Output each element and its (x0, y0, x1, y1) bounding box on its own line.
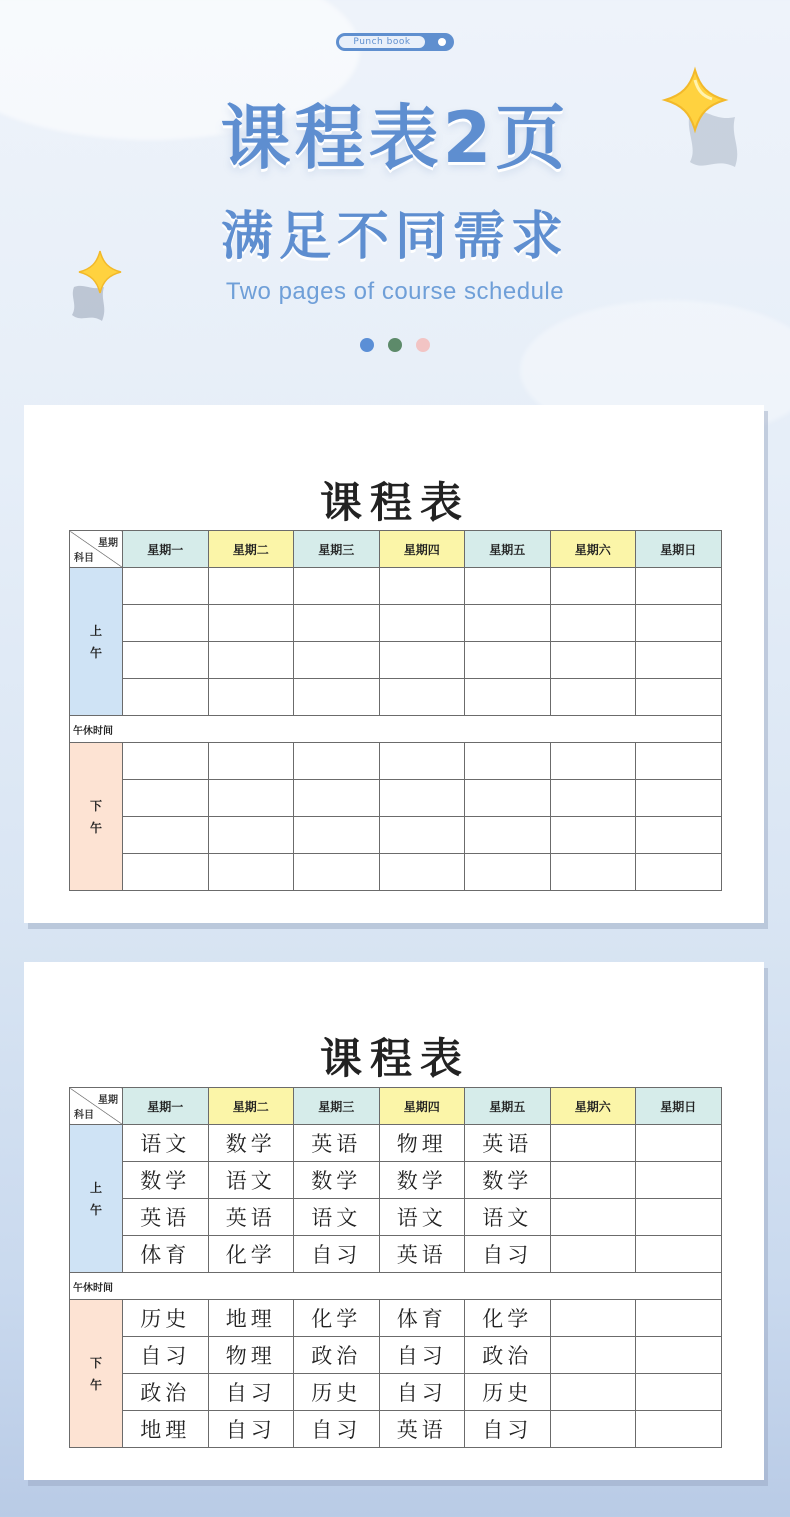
class-cell[interactable] (550, 605, 636, 642)
class-cell[interactable] (465, 854, 551, 891)
corner-cell (70, 1088, 123, 1125)
class-cell[interactable] (465, 679, 551, 716)
day-header: 星期四 (379, 531, 465, 568)
class-cell[interactable] (379, 605, 465, 642)
class-cell[interactable] (465, 743, 551, 780)
class-cell[interactable] (636, 1337, 722, 1374)
class-cell[interactable] (550, 1236, 636, 1273)
subtitle: 满足不同需求 (220, 207, 569, 267)
class-cell[interactable]: 政治 (294, 1337, 380, 1374)
filled-schedule-table (69, 1087, 722, 1448)
class-cell[interactable] (550, 1199, 636, 1236)
class-cell[interactable] (208, 642, 294, 679)
class-cell[interactable] (550, 1162, 636, 1199)
class-cell[interactable] (123, 854, 209, 891)
class-cell[interactable] (379, 780, 465, 817)
afternoon-period-cell: 下 午 (70, 743, 123, 891)
class-cell[interactable] (208, 605, 294, 642)
corner-week-label: 星期 (98, 1095, 118, 1106)
corner-week-label: 星期 (98, 538, 118, 549)
class-cell[interactable]: 自习 (379, 1374, 465, 1411)
class-cell[interactable] (636, 642, 722, 679)
day-header: 星期一 (123, 1088, 209, 1125)
day-header: 星期日 (636, 1088, 722, 1125)
class-cell[interactable] (636, 1411, 722, 1448)
class-cell[interactable]: 地理 (123, 1411, 209, 1448)
class-cell[interactable] (550, 568, 636, 605)
punch-book-badge (336, 33, 454, 51)
schedule-title: 课程表 (319, 478, 470, 527)
day-header: 星期五 (465, 531, 551, 568)
class-cell[interactable] (465, 605, 551, 642)
class-cell[interactable] (379, 743, 465, 780)
class-cell[interactable] (123, 679, 209, 716)
lunch-break-row: 午休时间 (70, 716, 722, 743)
class-cell[interactable]: 物理 (208, 1337, 294, 1374)
class-cell[interactable] (636, 568, 722, 605)
day-header: 星期六 (550, 1088, 636, 1125)
class-cell[interactable]: 英语 (379, 1236, 465, 1273)
class-cell[interactable] (208, 568, 294, 605)
class-cell[interactable]: 物理 (379, 1125, 465, 1162)
blank-schedule-table (69, 530, 722, 891)
day-header: 星期三 (294, 1088, 380, 1125)
class-cell[interactable] (379, 679, 465, 716)
class-cell[interactable] (208, 743, 294, 780)
class-cell[interactable] (465, 568, 551, 605)
class-cell[interactable]: 英语 (379, 1411, 465, 1448)
class-cell[interactable]: 自习 (465, 1411, 551, 1448)
class-cell[interactable]: 英语 (208, 1199, 294, 1236)
class-cell[interactable]: 数学 (379, 1162, 465, 1199)
class-cell[interactable] (379, 817, 465, 854)
class-cell[interactable]: 数学 (294, 1162, 380, 1199)
class-cell[interactable] (550, 1411, 636, 1448)
class-cell[interactable] (550, 743, 636, 780)
day-header: 星期五 (465, 1088, 551, 1125)
punch-book-label: Punch book (339, 36, 425, 48)
class-cell[interactable] (550, 1337, 636, 1374)
class-cell[interactable]: 自习 (294, 1236, 380, 1273)
class-cell[interactable]: 语文 (123, 1125, 209, 1162)
class-cell[interactable]: 数学 (123, 1162, 209, 1199)
class-cell[interactable] (123, 605, 209, 642)
afternoon-period-cell: 下 午 (70, 1300, 123, 1448)
class-cell[interactable] (550, 679, 636, 716)
class-cell[interactable]: 自习 (379, 1337, 465, 1374)
dot-pink (416, 338, 430, 352)
class-cell[interactable] (294, 605, 380, 642)
class-cell[interactable]: 英语 (465, 1125, 551, 1162)
day-header: 星期一 (123, 531, 209, 568)
class-cell[interactable] (208, 780, 294, 817)
class-cell[interactable] (636, 1162, 722, 1199)
class-cell[interactable]: 历史 (465, 1374, 551, 1411)
class-cell[interactable] (465, 642, 551, 679)
class-cell[interactable]: 语文 (294, 1199, 380, 1236)
class-cell[interactable] (636, 854, 722, 891)
corner-subject-label: 科目 (74, 553, 94, 564)
class-cell[interactable] (550, 642, 636, 679)
class-cell[interactable]: 历史 (294, 1374, 380, 1411)
class-cell[interactable] (636, 1125, 722, 1162)
class-cell[interactable] (208, 854, 294, 891)
class-cell[interactable] (123, 817, 209, 854)
class-cell[interactable] (208, 817, 294, 854)
day-header: 星期三 (294, 531, 380, 568)
day-header: 星期六 (550, 531, 636, 568)
class-cell[interactable]: 自习 (123, 1337, 209, 1374)
class-cell[interactable]: 化学 (294, 1300, 380, 1337)
class-cell[interactable] (379, 568, 465, 605)
class-cell[interactable] (294, 679, 380, 716)
day-header: 星期四 (379, 1088, 465, 1125)
class-cell[interactable] (636, 605, 722, 642)
class-cell[interactable] (379, 854, 465, 891)
class-cell[interactable]: 政治 (465, 1337, 551, 1374)
day-header: 星期二 (208, 1088, 294, 1125)
class-cell[interactable]: 体育 (379, 1300, 465, 1337)
class-cell[interactable]: 化学 (465, 1300, 551, 1337)
class-cell[interactable] (123, 568, 209, 605)
class-cell[interactable] (550, 817, 636, 854)
class-cell[interactable] (636, 1300, 722, 1337)
dot-green (388, 338, 402, 352)
class-cell[interactable] (294, 642, 380, 679)
class-cell[interactable] (123, 743, 209, 780)
class-cell[interactable] (636, 1199, 722, 1236)
class-cell[interactable] (123, 780, 209, 817)
day-header: 星期二 (208, 531, 294, 568)
class-cell[interactable] (550, 1125, 636, 1162)
class-cell[interactable] (636, 743, 722, 780)
class-cell[interactable]: 政治 (123, 1374, 209, 1411)
class-cell[interactable] (636, 1236, 722, 1273)
corner-subject-label: 科目 (74, 1110, 94, 1121)
class-cell[interactable] (294, 780, 380, 817)
badge-dot (438, 38, 446, 46)
class-cell[interactable] (465, 817, 551, 854)
lunch-break-row: 午休时间 (70, 1273, 722, 1300)
color-dots (360, 338, 430, 352)
class-cell[interactable]: 化学 (208, 1236, 294, 1273)
english-subtitle: Two pages of course schedule (225, 278, 565, 305)
class-cell[interactable]: 语文 (379, 1199, 465, 1236)
morning-period-cell: 上 午 (70, 568, 123, 716)
main-title: 课程表2页 (220, 97, 570, 179)
class-cell[interactable] (294, 854, 380, 891)
class-cell[interactable]: 体育 (123, 1236, 209, 1273)
class-cell[interactable] (123, 642, 209, 679)
class-cell[interactable] (294, 743, 380, 780)
class-cell[interactable] (550, 854, 636, 891)
class-cell[interactable] (550, 1374, 636, 1411)
class-cell[interactable] (294, 817, 380, 854)
class-cell[interactable]: 地理 (208, 1300, 294, 1337)
corner-cell (70, 531, 123, 568)
class-cell[interactable]: 数学 (208, 1125, 294, 1162)
morning-period-cell: 上 午 (70, 1125, 123, 1273)
class-cell[interactable] (550, 1300, 636, 1337)
class-cell[interactable] (636, 817, 722, 854)
class-cell[interactable] (636, 1374, 722, 1411)
day-header: 星期日 (636, 531, 722, 568)
class-cell[interactable] (379, 642, 465, 679)
class-cell[interactable]: 英语 (123, 1199, 209, 1236)
class-cell[interactable] (465, 780, 551, 817)
class-cell[interactable]: 语文 (208, 1162, 294, 1199)
class-cell[interactable] (550, 780, 636, 817)
class-cell[interactable] (636, 679, 722, 716)
class-cell[interactable]: 历史 (123, 1300, 209, 1337)
class-cell[interactable] (294, 568, 380, 605)
class-cell[interactable] (636, 780, 722, 817)
class-cell[interactable]: 语文 (465, 1199, 551, 1236)
class-cell[interactable]: 英语 (294, 1125, 380, 1162)
class-cell[interactable]: 自习 (465, 1236, 551, 1273)
dot-blue (360, 338, 374, 352)
class-cell[interactable]: 自习 (294, 1411, 380, 1448)
class-cell[interactable]: 自习 (208, 1374, 294, 1411)
class-cell[interactable]: 数学 (465, 1162, 551, 1199)
class-cell[interactable]: 自习 (208, 1411, 294, 1448)
schedule-title: 课程表 (319, 1034, 470, 1083)
class-cell[interactable] (208, 679, 294, 716)
